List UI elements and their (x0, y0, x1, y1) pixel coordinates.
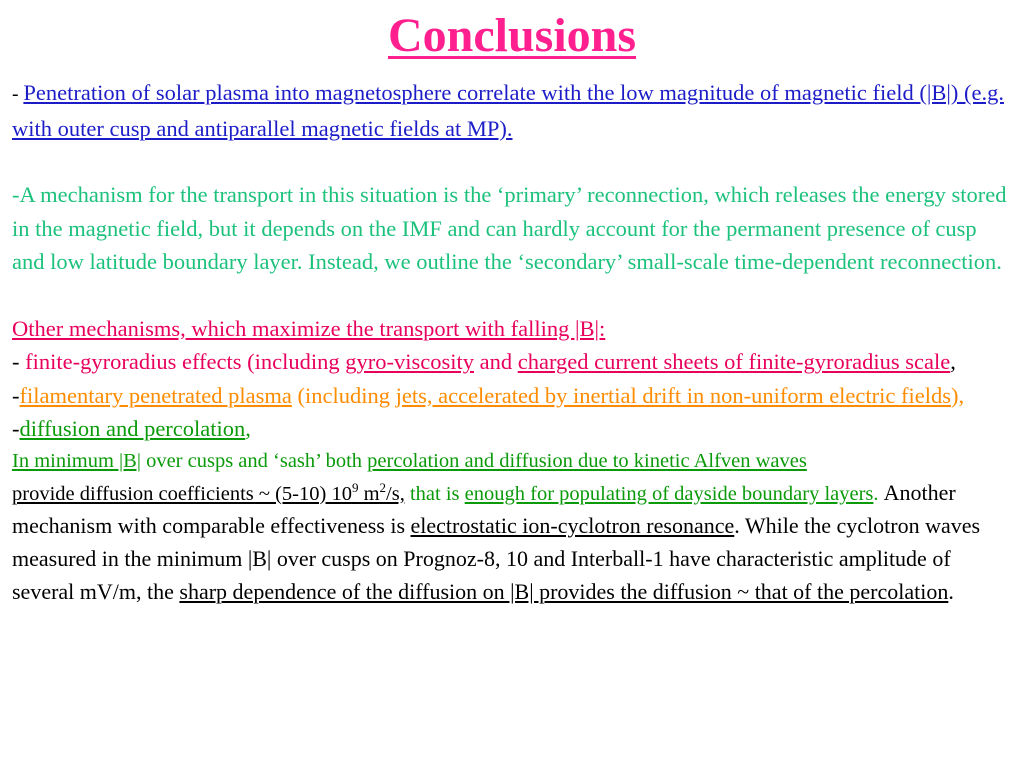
paragraph-minimum-b: In minimum |B| over cusps and ‘sash’ both percolation and diffusion due to kinetic Alfven waves provide diffusion coefficients ~ (5-10) $10^9$ $m^2/s$, that is enough for populating of dayside boundary layers. Another mechanism with comparable effectiveness is electrostatic ion-cyclotron resonance. While the cyclotron waves measured in the minimum |B| over cusps on Prognoz-8, 10 and Interball-1 have characteristic amplitude of several mV/m, the sharp dependence of the diffusion on |B| provides the diffusion ~ that of the percolation. (12, 449, 981, 604)
link-filamentary-plasma: filamentary penetrated plasma (19, 382, 292, 408)
bullet-dash: - (12, 84, 24, 105)
slide-title: Conclusions (387, 9, 637, 62)
penetration-text: Penetration of solar plasma into magnetosphere correlate with the low magnitude of magnetic field (|B|) (e.g. with outer cusp and antiparallel magnetic fields at MP). (12, 80, 1004, 141)
item-diffusion-percolation: -diffusion and percolation, (12, 416, 251, 441)
link-charged-current-sheets: charged current sheets of finite-gyroradius scale (517, 349, 951, 374)
link-jets: jets, accelerated by inertial drift in non-uniform electric fields (395, 382, 952, 408)
link-diffusion-percolation: diffusion and percolation (19, 416, 246, 441)
heading-other-mechanisms: Other mechanisms, which maximize the transport with falling |B|: (12, 315, 606, 341)
item-finite-gyroradius: - finite-gyroradius effects (including gyro-viscosity and charged current sheets of finite-gyroradius scale, (12, 349, 956, 374)
diffusion-coefficients: provide diffusion coefficients ~ (5-10) $10^9$ $m^2/s$, (12, 479, 405, 505)
paragraph-penetration (12, 76, 1012, 145)
item-filamentary-plasma: -filamentary penetrated plasma (including jets, accelerated by inertial drift in non-uniform electric fields), (12, 382, 965, 408)
paragraph-mechanism: -A mechanism for the transport in this situation is the ‘primary’ reconnection, which releases the energy stored in the magnetic field, but it depends on the IMF and can hardly account for the permanent presence of cusp and low latitude boundary layer. Instead, we outline the ‘secondary’ small-scale time-dependent reconnection. (12, 182, 1007, 274)
slide-body (12, 76, 1012, 609)
link-gyro-viscosity: gyro-viscosity (345, 349, 474, 374)
